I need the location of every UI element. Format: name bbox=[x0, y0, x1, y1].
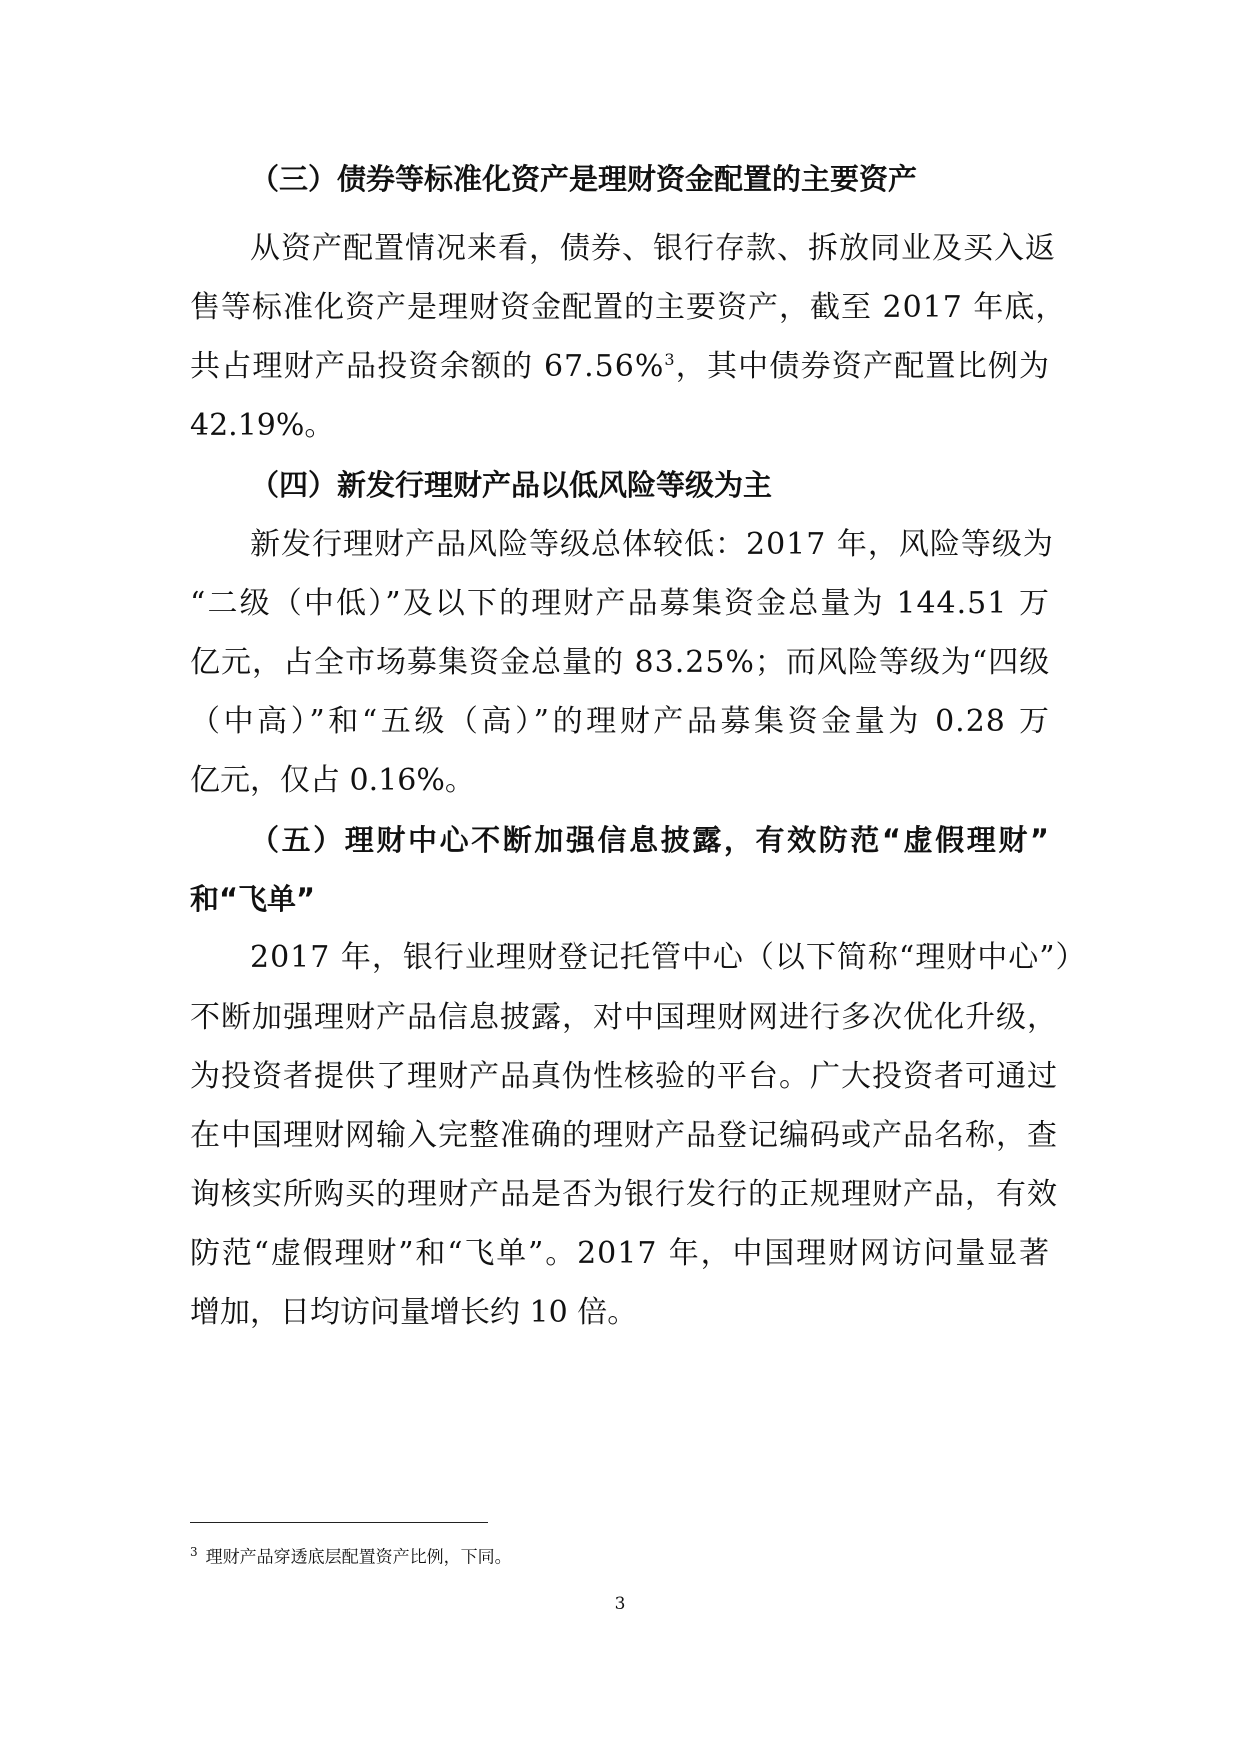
paragraph-line: （中高）”和“五级（高）”的理财产品募集资金量为 0.28 万 bbox=[190, 704, 1050, 739]
paragraph-line: 在中国理财网输入完整准确的理财产品登记编码或产品名称，查 bbox=[190, 1118, 1058, 1153]
paragraph-line: 亿元，仅占 0.16%。 bbox=[190, 763, 475, 798]
paragraph-line: 为投资者提供了理财产品真伪性核验的平台。广大投资者可通过 bbox=[190, 1059, 1058, 1094]
paragraph-text: 共占理财产品投资余额的 67.56% bbox=[190, 349, 665, 384]
paragraph-line: 增加，日均访问量增长约 10 倍。 bbox=[190, 1295, 638, 1330]
section-heading-4: （四）新发行理财产品以低风险等级为主 bbox=[250, 468, 773, 502]
paragraph-line: 防范“虚假理财”和“飞单”。2017 年，中国理财网访问量显著 bbox=[190, 1236, 1050, 1271]
section-heading-3: （三）债券等标准化资产是理财资金配置的主要资产 bbox=[250, 162, 918, 196]
paragraph-line: 询核实所购买的理财产品是否为银行发行的正规理财产品，有效 bbox=[190, 1177, 1058, 1212]
paragraph-line: “二级（中低）”及以下的理财产品募集资金总量为 144.51 万 bbox=[190, 586, 1050, 621]
paragraph-line: 42.19%。 bbox=[190, 408, 335, 443]
page-number: 3 bbox=[614, 1594, 626, 1614]
paragraph-line: 2017 年，银行业理财登记托管中心（以下简称“理财中心”） bbox=[250, 940, 1087, 975]
footnote-separator bbox=[190, 1522, 488, 1523]
footnote-reference: 3 bbox=[664, 350, 676, 369]
paragraph-text: ，其中债券资产配置比例为 bbox=[675, 349, 1050, 384]
paragraph-line-with-footnote bbox=[190, 339, 1050, 395]
paragraph-line: 从资产配置情况来看，债券、银行存款、拆放同业及买入返 bbox=[250, 231, 1056, 266]
footnote-marker: 3 bbox=[190, 1545, 198, 1559]
paragraph-line: 售等标准化资产是理财资金配置的主要资产，截至 2017 年底， bbox=[190, 290, 1067, 325]
paragraph-line: 不断加强理财产品信息披露，对中国理财网进行多次优化升级， bbox=[190, 1000, 1058, 1035]
section-heading-5-continued: 和“飞单” bbox=[190, 882, 316, 916]
section-heading-5: （五）理财中心不断加强信息披露，有效防范“虚假理财” bbox=[250, 823, 1050, 857]
paragraph-line: 新发行理财产品风险等级总体较低：2017 年，风险等级为 bbox=[250, 527, 1054, 562]
paragraph-line: 亿元，占全市场募集资金总量的 83.25%；而风险等级为“四级 bbox=[190, 645, 1051, 680]
footnote-text: 理财产品穿透底层配置资产比例，下同。 bbox=[205, 1547, 512, 1568]
footnote bbox=[190, 1540, 512, 1570]
